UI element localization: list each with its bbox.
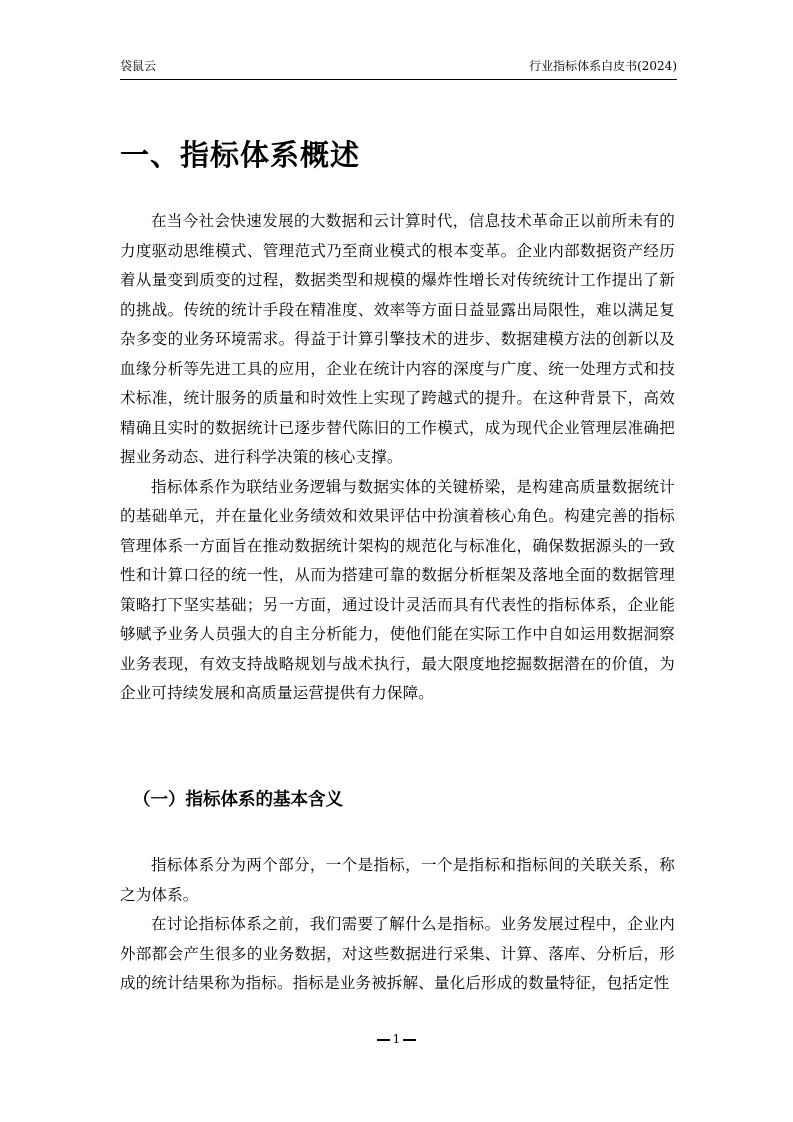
subsection-body bbox=[120, 851, 675, 999]
body-paragraph: 在当今社会快速发展的大数据和云计算时代，信息技术革命正以前所未有的力度驱动思维模式、管理范式乃至商业模式的根本变革。企业内部数据资产经历着从量变到质变的过程，数据类型和规模的爆炸性增长对传统统计工作提出了新的挑战。传统的统计手段在精准度、效率等方面日益显露出局限性，难以满足复杂多变的业务环境需求。得益于计算引擎技术的进步、数据建模方法的创新以及血缘分析等先进工具的应用，企业在统计内容的深度与广度、统一处理方式和技术标准，统计服务的质量和时效性上实现了跨越式的提升。在这种背景下，高效精确且实时的数据统计已逐步替代陈旧的工作模式，成为现代企业管理层准确把握业务动态、进行科学决策的核心支撑。 bbox=[120, 212, 675, 466]
footer-dash-left bbox=[377, 1039, 390, 1041]
section-title: 一、指标体系概述 bbox=[120, 138, 361, 172]
footer-dash-right bbox=[403, 1039, 416, 1041]
page-footer bbox=[0, 1030, 793, 1048]
page-number: 1 bbox=[392, 1032, 401, 1046]
page-header bbox=[120, 57, 677, 80]
body-paragraph: 指标体系分为两个部分，一个是指标，一个是指标和指标间的关联关系，称之为体系。 bbox=[120, 856, 675, 904]
subsection-title: （一）指标体系的基本含义 bbox=[133, 790, 343, 810]
header-company-name: 袋鼠云 bbox=[120, 59, 157, 73]
section-body bbox=[120, 207, 675, 709]
header-document-title: 行业指标体系白皮书(2024) bbox=[529, 59, 677, 73]
body-paragraph: 指标体系作为联结业务逻辑与数据实体的关键桥梁，是构建高质量数据统计的基础单元，并在量化业务绩效和效果评估中扮演着核心角色。构建完善的指标管理体系一方面旨在推动数据统计架构的规范化与标准化，确保数据源头的一致性和计算口径的统一性，从而为搭建可靠的数据分析框架及落地全面的数据管理策略打下坚实基础；另一方面，通过设计灵活而具有代表性的指标体系，企业能够赋予业务人员强大的自主分析能力，使他们能在实际工作中自如运用数据洞察业务表现，有效支持战略规划与战术执行，最大限度地挖掘数据潜在的价值，为企业可持续发展和高质量运营提供有力保障。 bbox=[120, 477, 675, 702]
body-paragraph: 在讨论指标体系之前，我们需要了解什么是指标。业务发展过程中，企业内外部都会产生很多的业务数据，对这些数据进行采集、计算、落库、分析后，形成的统计结果称为指标。指标是业务被拆解、量化后形成的数量特征，包括定性 bbox=[120, 915, 675, 992]
